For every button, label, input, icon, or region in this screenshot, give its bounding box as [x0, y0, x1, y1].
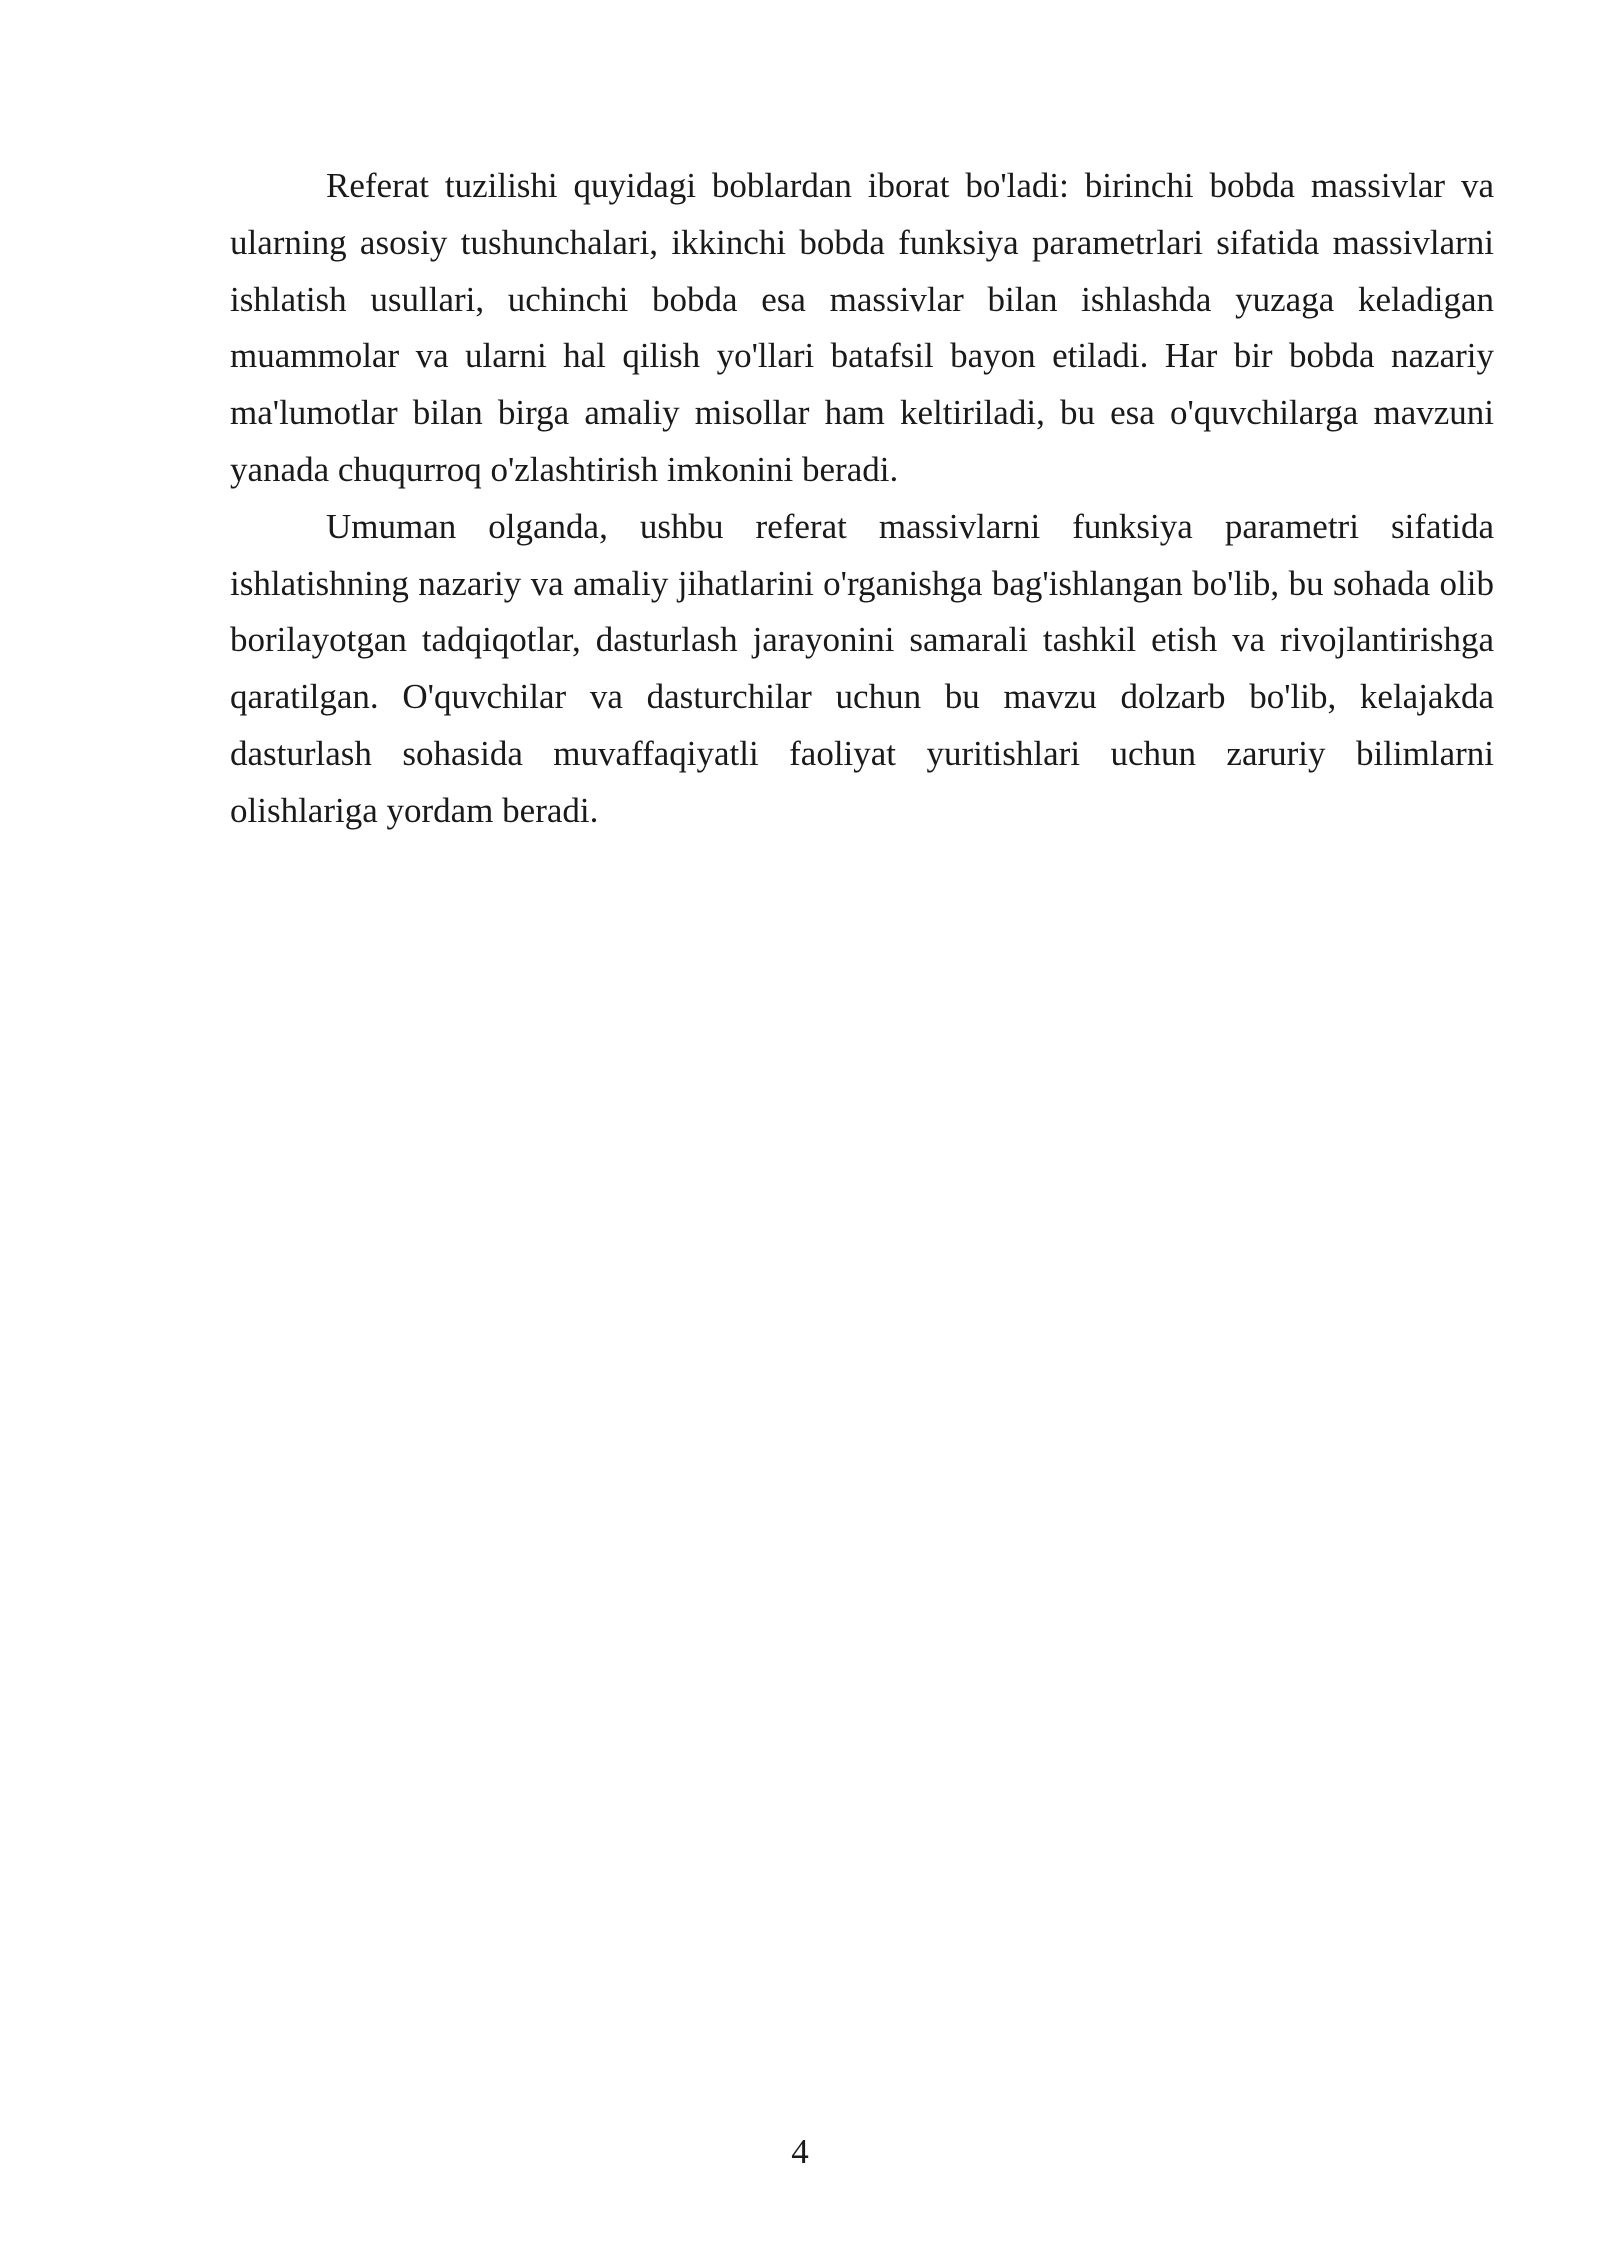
paragraph-conclusion: Umuman olganda, ushbu referat massivlarni funksiya parametri sifatida ishlatishning nazariy va amaliy jihatlarini o'rganishga bag'ishlangan bo'lib, bu sohada olib borilayotgan tadqiqotlar, dasturlash jarayonini samarali tashkil etish va rivojlantirishga qaratilgan. O'quvchilar va dasturchilar uchun bu mavzu dolzarb bo'lib, kelajakda dasturlash sohasida muvaffaqiyatli faoliyat yuritishlari uchun zaruriy bilimlarni olishlariga yordam beradi.: [230, 506, 1494, 830]
body-text: [230, 158, 1494, 840]
page-number: 4: [791, 2132, 809, 2171]
paragraph-structure: Referat tuzilishi quyidagi boblardan iborat bo'ladi: birinchi bobda massivlar va ularning asosiy tushunchalari, ikkinchi bobda funksiya parametrlari sifatida massivlarni ishlatish usullari, uchinchi bobda esa massivlar bilan ishlashda yuzaga keladigan muammolar va ularni hal qilish yo'llari batafsil bayon etiladi. Har bir bobda nazariy ma'lumotlar bilan birga amaliy misollar ham keltiriladi, bu esa o'quvchilarga mavzuni yanada chuqurroq o'zlashtirish imkonini beradi.: [230, 166, 1494, 489]
